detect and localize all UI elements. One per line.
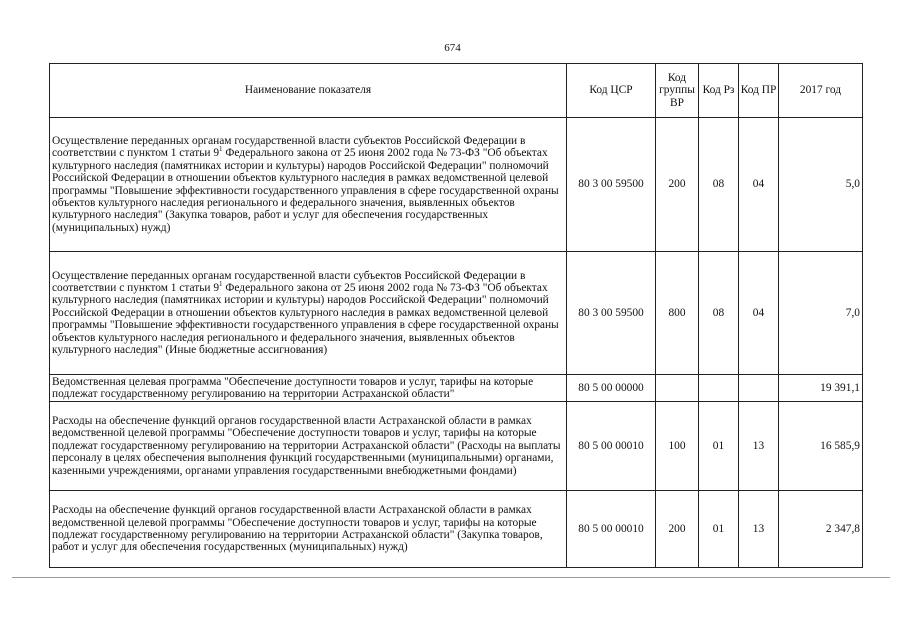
row-pr [739,375,779,402]
row-name [50,252,567,375]
budget-table [49,63,863,568]
table-body [50,118,863,568]
header-rz: Код Рз [699,64,739,118]
row-vr: 100 [656,402,699,491]
row-pr: 04 [739,252,779,375]
row-value: 19 391,1 [779,375,863,402]
row-pr: 13 [739,402,779,491]
row-rz: 08 [699,118,739,252]
row-name-part: Расходы на обеспечение функций органов государственной власти Астраханской области в рамках ведомственной целевой программы "Обеспечение доступности товаров и услуг, тарифы на которые подлежат государственному регулированию на территории Астраханской области" (Расходы на выплаты персоналу в целях обеспечения выполнения функций государственными (муниципальными) органами, казенными учреждениями, органами управления государственными внебюджетными фондами) [52,414,561,477]
row-rz: 08 [699,252,739,375]
row-rz: 01 [699,402,739,491]
page-number: 674 [444,42,461,54]
row-csr: 80 5 00 00000 [567,375,656,402]
header-year: 2017 год [779,64,863,118]
table-row [50,375,863,402]
row-name-part: Расходы на обеспечение функций органов государственной власти Астраханской области в рамках ведомственной целевой программы "Обеспечение доступности товаров и услуг, тарифы на которые подлежат государственному регулированию на территории Астраханской области" (Закупка товаров, работ и услуг для обеспечения государственных (муниципальных) нужд) [52,504,543,554]
row-name-part: Осуществление переданных органам государственной власти субъектов Российской Федерации в соответствии с пунктом 1 статьи 9 [52,269,526,294]
row-vr: 800 [656,252,699,375]
row-vr: 200 [656,118,699,252]
row-name-part: Ведомственная целевая программа "Обеспечение доступности товаров и услуг, тарифы на которые подлежат государственному регулированию на территории Астраханской области" [52,375,534,400]
table-row [50,252,863,375]
footer-divider [12,577,890,578]
row-vr [656,375,699,402]
header-row [50,64,863,118]
header-name: Наименование показателя [50,64,567,118]
row-name-part: Федерального закона от 25 июня 2002 года № 73-ФЗ "Об объектах культурного наследия (памятниках истории и культуры) народов Российской Федерации" полномочий Российской Федерации в отношении объектов культурного наследия в рамках ведомственной целевой программы "Повышение эффективности государственного управления в сфере государственной охраны объектов культурного наследия регионального и федерального значения, выявленных объектов культурного наследия" (Иные бюджетные ассигнования) [52,281,559,357]
row-pr: 13 [739,491,779,568]
row-value: 2 347,8 [779,491,863,568]
row-pr: 04 [739,118,779,252]
row-name [50,491,567,568]
row-value: 16 585,9 [779,402,863,491]
row-name [50,402,567,491]
row-csr: 80 3 00 59500 [567,118,656,252]
row-value: 5,0 [779,118,863,252]
row-name-part: Осуществление переданных органам государственной власти субъектов Российской Федерации в соответствии с пунктом 1 статьи 9 [52,134,526,160]
row-csr: 80 3 00 59500 [567,252,656,375]
header-vr: Код группы ВР [656,64,699,118]
table-row [50,402,863,491]
table-header [50,64,863,118]
row-value: 7,0 [779,252,863,375]
footnote-superscript: 1 [219,145,223,154]
row-csr: 80 5 00 00010 [567,491,656,568]
row-rz [699,375,739,402]
header-csr: Код ЦСР [567,64,656,118]
row-csr: 80 5 00 00010 [567,402,656,491]
footnote-superscript: 1 [219,280,223,289]
row-name-part: Федерального закона от 25 июня 2002 года № 73-ФЗ "Об объектах культурного наследия (памятниках истории и культуры) народов Российской Федерации" полномочий Российской Федерации в отношении объектов культурного наследия в рамках ведомственной целевой программы "Повышение эффективности государственного управления в сфере государственной охраны объектов культурного наследия регионального и федерального значения, выявленных объектов культурного наследия" (Закупка товаров, работ и услуг для обеспечения государственных (муниципальных) нужд) [52,147,559,234]
table-row [50,491,863,568]
table-row [50,118,863,252]
row-name [50,375,567,402]
row-vr: 200 [656,491,699,568]
row-rz: 01 [699,491,739,568]
header-pr: Код ПР [739,64,779,118]
row-name [50,118,567,252]
